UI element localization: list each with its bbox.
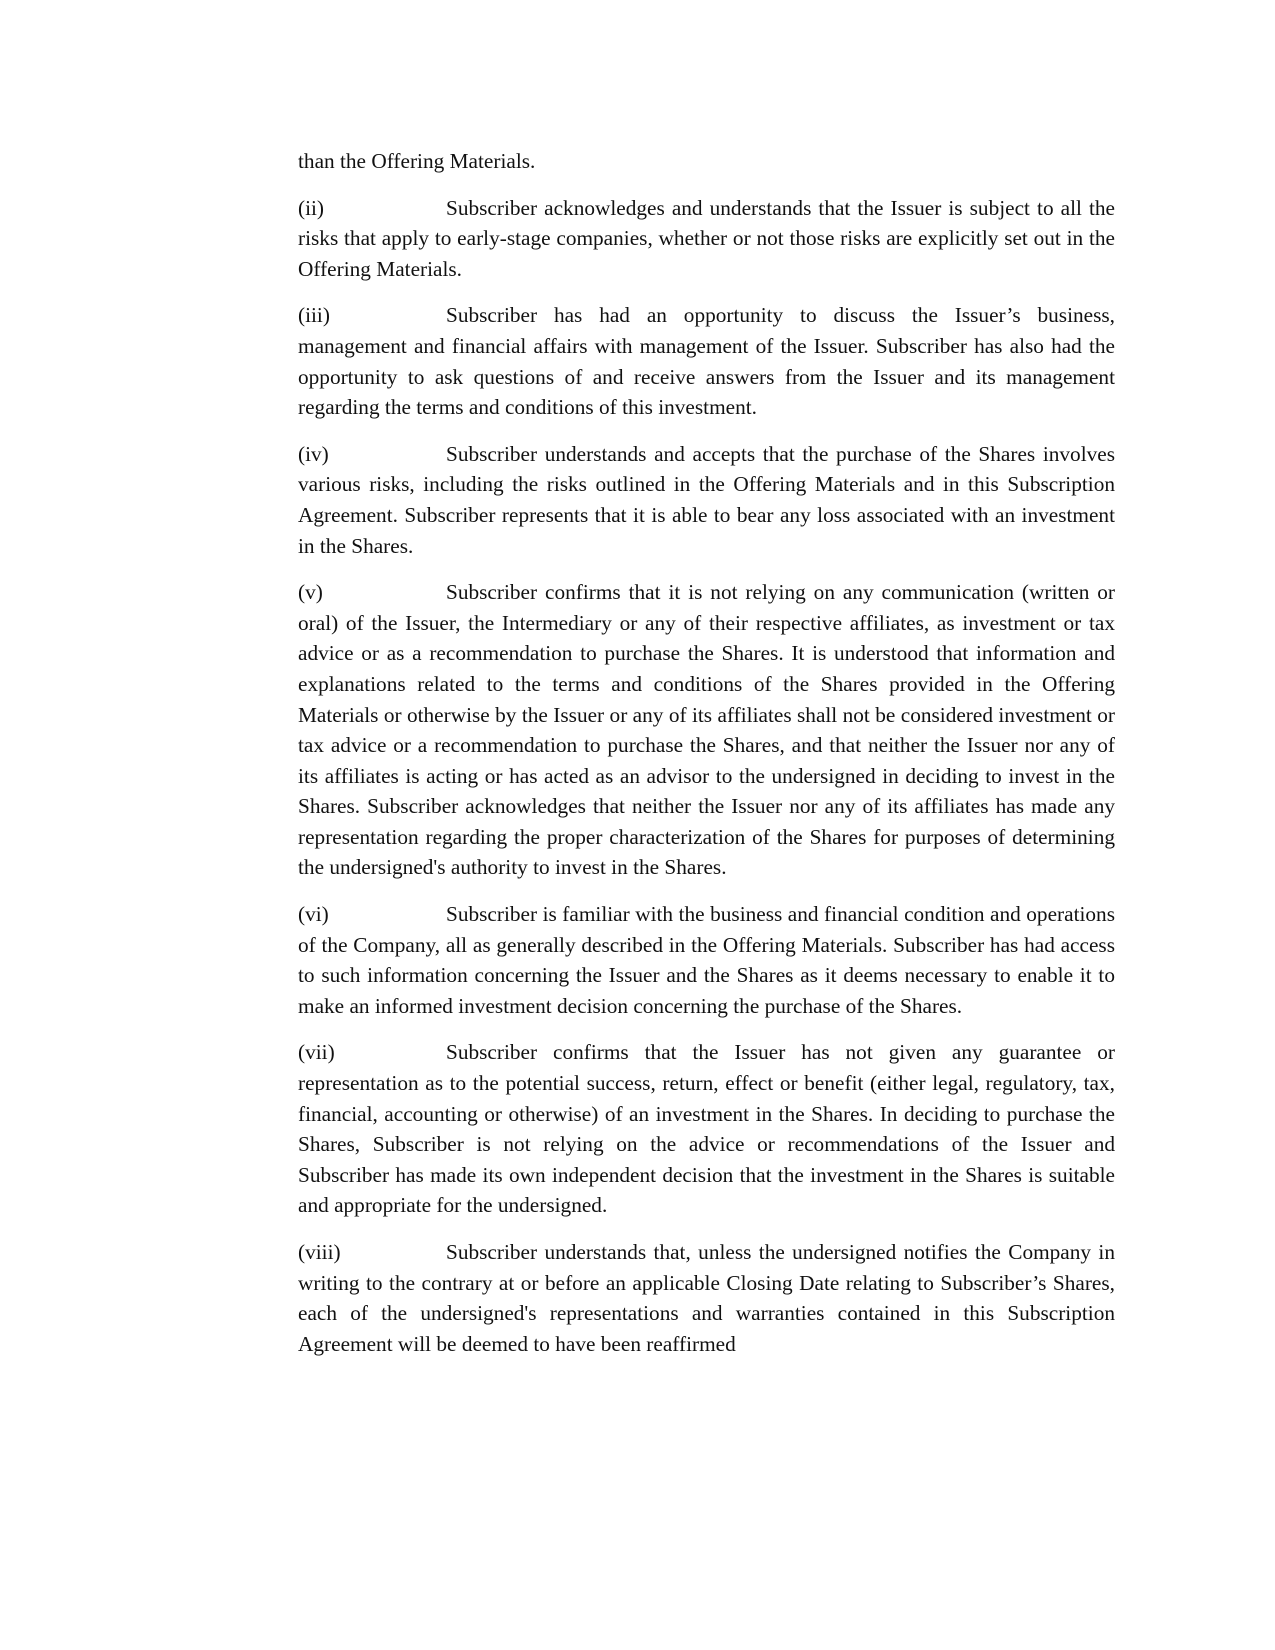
paragraph-text: Subscriber is familiar with the business and financial condition and operations of the Company, all as generally described in the Offering Materials. Subscriber has had access to such information concerning the Issuer and the Shares as it deems necessary to enable it to make an informed investment decision concerning the purchase of the Shares. <box>298 902 1115 1018</box>
paragraph-iii <box>298 300 1115 422</box>
paragraph-text: Subscriber understands that, unless the undersigned notifies the Company in writing to the contrary at or before an applicable Closing Date relating to Subscriber’s Shares, each of the undersigned's representations and warranties contained in this Subscription Agreement will be deemed to have been reaffirmed <box>298 1240 1115 1356</box>
paragraph-text: Subscriber confirms that the Issuer has not given any guarantee or representation as to the potential success, return, effect or benefit (either legal, regulatory, tax, financial, accounting or otherwise) of an investment in the Shares. In deciding to purchase the Shares, Subscriber is not relying on the advice or recommendations of the Issuer and Subscriber has made its own independent decision that the investment in the Shares is suitable and appropriate for the undersigned. <box>298 1040 1115 1218</box>
paragraph-ii <box>298 193 1115 285</box>
paragraph-iv <box>298 439 1115 561</box>
paragraph-number: (iii) <box>298 303 330 328</box>
paragraph-text: Subscriber confirms that it is not relying on any communication (written or oral) of the Issuer, the Intermediary or any of their respective affiliates, as investment or tax advice or as a recommendation to purchase the Shares. It is understood that information and explanations related to the terms and conditions of the Shares provided in the Offering Materials or otherwise by the Issuer or any of its affiliates shall not be considered investment or tax advice or a recommendation to purchase the Shares, and that neither the Issuer nor any of its affiliates is acting or has acted as an advisor to the undersigned in deciding to invest in the Shares. Subscriber acknowledges that neither the Issuer nor any of its affiliates has made any representation regarding the proper characterization of the Shares for purposes of determining the undersigned's authority to invest in the Shares. <box>298 580 1115 880</box>
paragraph-number: (ii) <box>298 195 325 220</box>
paragraph-text: Subscriber acknowledges and understands that the Issuer is subject to all the risks that apply to early-stage companies, whether or not those risks are explicitly set out in the Offering Materials. <box>298 195 1115 281</box>
lead-text: than the Offering Materials. <box>298 149 536 173</box>
paragraph-number: (v) <box>298 580 323 605</box>
paragraph-vi <box>298 899 1115 1021</box>
paragraph-viii <box>298 1237 1115 1359</box>
paragraph-number: (viii) <box>298 1240 341 1264</box>
paragraph-number: (iv) <box>298 441 329 466</box>
paragraph-text: Subscriber has had an opportunity to discuss the Issuer’s business, management and financial affairs with management of the Issuer. Subscriber has also had the opportunity to ask questions of and receive answers from the Issuer and its management regarding the terms and conditions of this investment. <box>298 303 1115 420</box>
paragraph-v <box>298 577 1115 883</box>
paragraph-vii <box>298 1037 1115 1221</box>
paragraph-number: (vi) <box>298 902 329 927</box>
paragraph-number: (vii) <box>298 1040 335 1065</box>
paragraph-text: Subscriber understands and accepts that the purchase of the Shares involves various risks, including the risks outlined in the Offering Materials and in this Subscription Agreement. Subscriber represents that it is able to bear any loss associated with an investment in the Shares. <box>298 441 1115 558</box>
document-body <box>298 146 1115 1375</box>
